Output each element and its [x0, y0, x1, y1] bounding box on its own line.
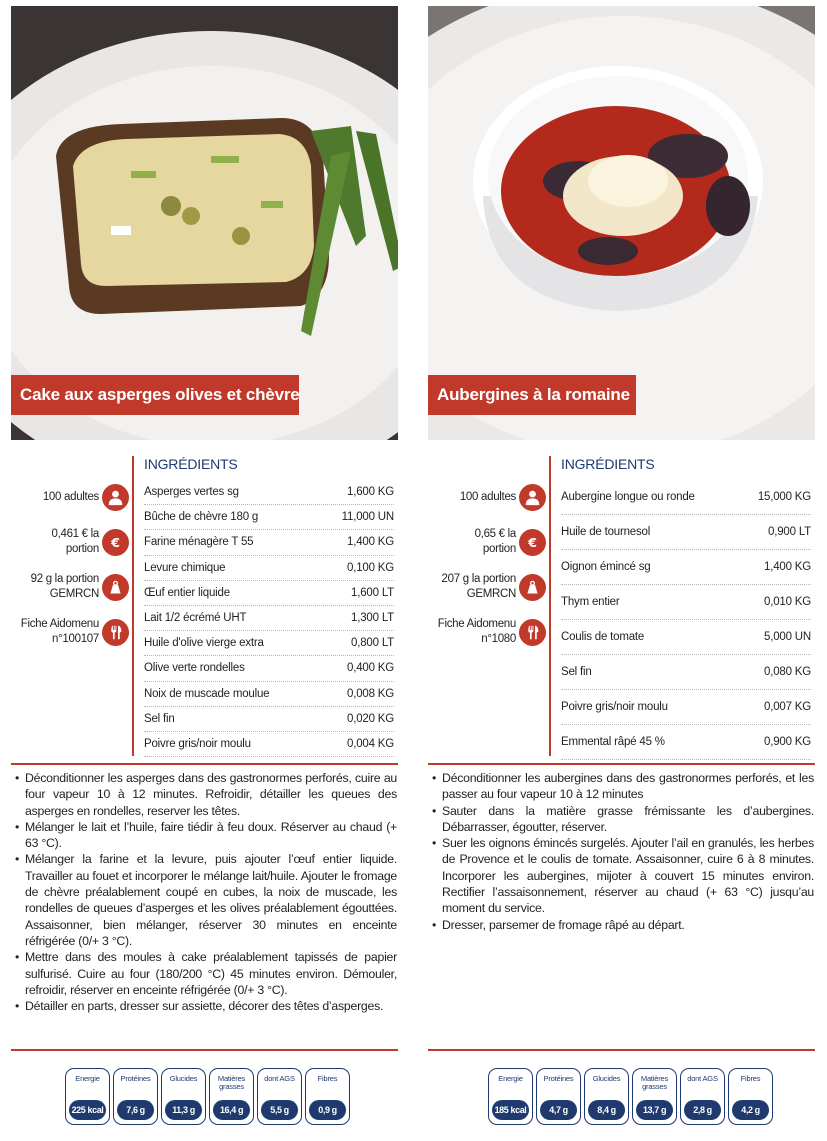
nutrition-label: dont AGS	[264, 1074, 295, 1083]
recipe-card-aubergines	[428, 0, 815, 1141]
sheet-line-2: n°100107	[52, 633, 99, 645]
nutrition-value: 185 kcal	[492, 1100, 529, 1120]
price-line-2: portion	[65, 543, 99, 555]
nutrition-label: Protéines	[543, 1074, 574, 1083]
nutrition-value: 8,4 g	[588, 1100, 625, 1120]
preparation-step: • Sauter dans la matière grasse frémissante les d’aubergines. Débarrasser, égoutter, réserver.	[432, 803, 814, 836]
info-covers	[11, 482, 129, 527]
ingredient-name: Olive verte rondelles	[144, 662, 245, 675]
ingredient-name: Aubergine longue ou ronde	[561, 491, 695, 503]
ingredient-quantity: 0,080 KG	[764, 666, 811, 678]
info-sheet	[11, 617, 129, 662]
info-portion	[11, 572, 129, 617]
portion-line-1: 207 g la portion	[441, 573, 516, 585]
ingredient-row	[144, 606, 394, 631]
ingredient-row	[144, 530, 394, 555]
ingredient-row	[561, 655, 811, 690]
nutrition-value: 7,6 g	[117, 1100, 154, 1120]
ingredient-row	[144, 505, 394, 530]
ingredient-quantity: 1,400 KG	[764, 561, 811, 573]
nutrition-value: 225 kcal	[69, 1100, 106, 1120]
separator-vertical	[549, 456, 551, 756]
ingredient-row	[561, 620, 811, 655]
recipe-card-cake	[11, 0, 398, 1141]
nutrition-badge	[728, 1068, 773, 1125]
ingredients-list	[144, 480, 394, 757]
preparation-step: • Mettre dans des moules à cake préalablement tapissés de papier sulfurisé. Cuire au four (180/200 °C) 45 minutes environ. Démouler, refroidir, réserver en enceinte réfrigérée (0/+ 3 °C).	[15, 949, 397, 998]
nutrition-value: 4,2 g	[732, 1100, 769, 1120]
nutrition-badge	[488, 1068, 533, 1125]
ingredient-quantity: 0,900 LT	[768, 526, 811, 538]
separator-bottom	[428, 1049, 815, 1051]
nutrition-label: Protéines	[120, 1074, 151, 1083]
people-icon	[102, 484, 129, 511]
covers-text: 100 adultes	[459, 491, 516, 503]
ingredient-row	[144, 732, 394, 757]
preparation-step: • Suer les oignons émincés surgelés. Ajouter l’ail en granulés, les herbes de Provence et le coulis de tomate. Assaisonner, cuire 6 à 8 minutes. Incorporer les aubergines, mijoter à couvert 15 minutes environ. Rectifier l’assaisonnement, réserver au chaud (+ 63 °C) jusqu’au moment du service.	[432, 835, 814, 916]
price-line-1: 0,461 € la	[51, 528, 99, 540]
ingredient-quantity: 0,800 LT	[351, 637, 394, 650]
nutrition-value: 4,7 g	[540, 1100, 577, 1120]
nutrition-badge	[680, 1068, 725, 1125]
ingredient-quantity: 1,300 LT	[351, 612, 394, 625]
ingredients-title: INGRÉDIENTS	[144, 456, 238, 472]
ingredient-quantity: 1,600 LT	[351, 586, 394, 599]
ingredient-quantity: 0,400 KG	[347, 662, 394, 675]
preparation-step: • Détailler en parts, dresser sur assiette, décorer des têtes d’asperges.	[15, 998, 397, 1014]
portion-line-1: 92 g la portion	[30, 573, 99, 585]
nutrition-badge	[257, 1068, 302, 1125]
nutrition-label: Fibres	[740, 1074, 761, 1083]
ingredient-row	[561, 690, 811, 725]
price-line-1: 0,65 € la	[474, 528, 516, 540]
ingredient-name: Huile d'olive vierge extra	[144, 637, 264, 650]
preparation-step: • Mélanger le lait et l’huile, faire tiédir à feu doux. Réserver au chaud (+ 63 °C).	[15, 819, 397, 852]
nutrition-value: 16,4 g	[213, 1100, 250, 1120]
nutrition-label: Glucides	[169, 1074, 198, 1083]
ingredient-row	[144, 581, 394, 606]
ingredient-name: Emmental râpé 45 %	[561, 736, 665, 748]
separator-vertical	[132, 456, 134, 756]
nutrition-badge	[632, 1068, 677, 1125]
preparation-steps	[15, 770, 397, 1014]
ingredient-quantity: 0,004 KG	[347, 737, 394, 750]
nutrition-label: Glucides	[592, 1074, 621, 1083]
ingredient-quantity: 0,100 KG	[347, 561, 394, 574]
nutrition-value: 2,8 g	[684, 1100, 721, 1120]
weight-icon	[519, 574, 546, 601]
recipe-title: Cake aux asperges olives et chèvre	[11, 375, 299, 415]
ingredient-row	[144, 707, 394, 732]
ingredient-name: Oignon émincé sg	[561, 561, 651, 573]
ingredient-name: Coulis de tomate	[561, 631, 645, 643]
ingredient-row	[561, 585, 811, 620]
nutrition-facts	[65, 1068, 350, 1125]
sheet-line-1: Fiche Aidomenu	[20, 618, 99, 630]
nutrition-badge	[65, 1068, 110, 1125]
nutrition-value: 11,3 g	[165, 1100, 202, 1120]
nutrition-value: 13,7 g	[636, 1100, 673, 1120]
nutrition-facts	[488, 1068, 773, 1125]
ingredient-name: Lait 1/2 écrémé UHT	[144, 612, 247, 625]
ingredient-row	[561, 515, 811, 550]
recipe-info	[428, 482, 546, 662]
ingredient-quantity: 15,000 KG	[757, 491, 811, 503]
euro-icon	[102, 529, 129, 556]
ingredient-row	[144, 480, 394, 505]
nutrition-label: dont AGS	[687, 1074, 718, 1083]
recipe-title: Aubergines à la romaine	[428, 375, 636, 415]
ingredient-name: Noix de muscade moulue	[144, 687, 270, 700]
ingredient-row	[144, 682, 394, 707]
preparation-step: • Déconditionner les aubergines dans des gastronormes perforés, et les passer au four vapeur 10 à 12 minutes	[432, 770, 814, 803]
ingredient-quantity: 5,000 UN	[764, 631, 811, 643]
ingredient-row	[561, 550, 811, 585]
nutrition-badge	[161, 1068, 206, 1125]
covers-text: 100 adultes	[42, 491, 99, 503]
separator-top	[428, 763, 815, 765]
info-sheet	[428, 617, 546, 662]
info-covers	[428, 482, 546, 527]
portion-line-2: GEMRCN	[49, 588, 99, 600]
ingredients-title: INGRÉDIENTS	[561, 456, 655, 472]
ingredient-name: Huile de tournesol	[561, 526, 651, 538]
ingredient-name: Poivre gris/noir moulu	[144, 737, 251, 750]
ingredient-row	[144, 631, 394, 656]
nutrition-badge	[536, 1068, 581, 1125]
separator-bottom	[11, 1049, 398, 1051]
svg-text:€: €	[111, 535, 120, 551]
info-price	[428, 527, 546, 572]
ingredient-row	[561, 480, 811, 515]
preparation-step: • Mélanger la farine et la levure, puis ajouter l’œuf entier liquide. Travailler au fouet et incorporer le mélange lait/huile. Ajouter le fromage de chèvre préalablement coupé en cubes, la noix de muscade, les rondelles de queues d’asperges et les olives préalablement égouttées. Assaisonner, bien mélanger, réserver 30 minutes en enceinte réfrigérée (0/+ 3 °C).	[15, 851, 397, 949]
nutrition-label: Matières grasses	[217, 1074, 246, 1091]
preparation-step: • Dresser, parsemer de fromage râpé au départ.	[432, 917, 814, 933]
ingredient-quantity: 0,008 KG	[347, 687, 394, 700]
nutrition-badge	[305, 1068, 350, 1125]
sheet-line-2: n°1080	[481, 633, 516, 645]
nutrition-badge	[209, 1068, 254, 1125]
people-icon	[519, 484, 546, 511]
nutrition-label: Fibres	[317, 1074, 338, 1083]
ingredient-name: Farine ménagère T 55	[144, 536, 254, 549]
price-line-2: portion	[482, 543, 516, 555]
ingredient-row	[144, 556, 394, 581]
ingredient-name: Sel fin	[561, 666, 592, 678]
ingredients-list	[561, 480, 811, 760]
ingredient-name: Œuf entier liquide	[144, 586, 230, 599]
portion-line-2: GEMRCN	[466, 588, 516, 600]
cutlery-icon	[519, 619, 546, 646]
nutrition-label: Energie	[75, 1074, 100, 1083]
svg-text:€: €	[528, 535, 537, 551]
info-portion	[428, 572, 546, 617]
recipe-info	[11, 482, 129, 662]
ingredient-name: Levure chimique	[144, 561, 226, 574]
nutrition-value: 5,5 g	[261, 1100, 298, 1120]
ingredient-quantity: 11,000 UN	[341, 511, 394, 524]
weight-icon	[102, 574, 129, 601]
nutrition-badge	[584, 1068, 629, 1125]
ingredient-quantity: 1,600 KG	[347, 486, 394, 499]
ingredient-name: Sel fin	[144, 712, 175, 725]
ingredient-quantity: 0,900 KG	[764, 736, 811, 748]
cutlery-icon	[102, 619, 129, 646]
nutrition-value: 0,9 g	[309, 1100, 346, 1120]
ingredient-name: Bûche de chèvre 180 g	[144, 511, 259, 524]
preparation-step: • Déconditionner les asperges dans des gastronormes perforés, cuire au four vapeur 10 à 12 minutes. Refroidir, détailler les queues des asperges en rondelles, reserver les têtes.	[15, 770, 397, 819]
ingredient-row	[144, 656, 394, 681]
ingredient-name: Asperges vertes sg	[144, 486, 239, 499]
nutrition-label: Energie	[498, 1074, 523, 1083]
euro-icon	[519, 529, 546, 556]
preparation-steps	[432, 770, 814, 933]
ingredient-quantity: 0,020 KG	[347, 712, 394, 725]
nutrition-badge	[113, 1068, 158, 1125]
ingredient-row	[561, 725, 811, 760]
ingredient-quantity: 0,007 KG	[764, 701, 811, 713]
ingredient-quantity: 0,010 KG	[764, 596, 811, 608]
ingredient-name: Poivre gris/noir moulu	[561, 701, 668, 713]
nutrition-label: Matières grasses	[640, 1074, 669, 1091]
sheet-line-1: Fiche Aidomenu	[437, 618, 516, 630]
separator-top	[11, 763, 398, 765]
ingredient-name: Thym entier	[561, 596, 620, 608]
ingredient-quantity: 1,400 KG	[347, 536, 394, 549]
info-price	[11, 527, 129, 572]
